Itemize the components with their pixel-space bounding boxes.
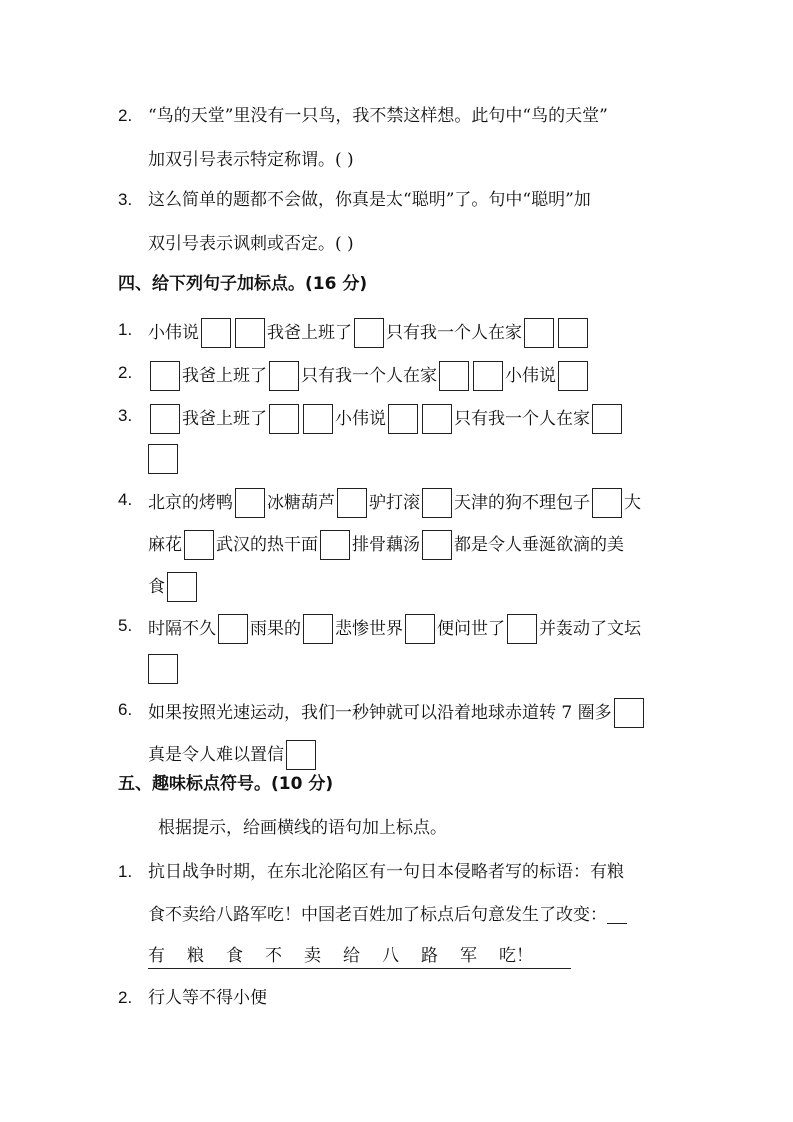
answer-box[interactable] xyxy=(303,404,333,434)
text-segment: 北京的烤鸭 xyxy=(148,493,233,513)
answer-box[interactable] xyxy=(354,318,384,348)
question-line xyxy=(148,614,641,644)
answer-char: 卖 xyxy=(304,946,321,966)
text-segment: 如果按照光速运动，我们一秒钟就可以沿着地球赤道转 7 圈多 xyxy=(148,703,612,723)
answer-box[interactable] xyxy=(405,614,435,644)
answer-box[interactable] xyxy=(269,361,299,391)
question-line xyxy=(148,444,180,474)
answer-box[interactable] xyxy=(524,318,554,348)
answer-box[interactable] xyxy=(592,404,622,434)
answer-box[interactable] xyxy=(388,404,418,434)
text-segment: 并轰动了文坛 xyxy=(539,619,641,639)
text-segment: 只有我一个人在家 xyxy=(386,323,522,343)
text-segment: 只有我一个人在家 xyxy=(301,366,437,386)
text-segment: 只有我一个人在家 xyxy=(454,409,590,429)
answer-box[interactable] xyxy=(439,361,469,391)
text-segment: 便问世了 xyxy=(437,619,505,639)
question-number: 6. xyxy=(118,700,133,719)
question-number: 2. xyxy=(118,988,133,1007)
question-line xyxy=(148,572,199,602)
question-text: 食不卖给八路军吃！中国老百姓加了标点后句意发生了改变： xyxy=(148,905,607,925)
answer-box[interactable] xyxy=(320,530,350,560)
question-line xyxy=(148,903,627,927)
question-text: “鸟的天堂”里没有一只鸟，我不禁这样想。此句中“鸟的天堂” xyxy=(148,106,608,126)
answer-box[interactable] xyxy=(150,361,180,391)
answer-char: 军 xyxy=(460,946,477,966)
answer-box[interactable] xyxy=(167,572,197,602)
instruction-text: 根据提示，给画横线的语句加上标点。 xyxy=(158,818,447,838)
text-segment: 小伟说 xyxy=(505,366,556,386)
answer-box[interactable] xyxy=(184,530,214,560)
answer-box[interactable] xyxy=(558,318,588,348)
text-segment: 真是令人难以置信 xyxy=(148,745,284,765)
answer-char: 有 xyxy=(148,946,165,966)
answer-box[interactable] xyxy=(269,404,299,434)
answer-box[interactable] xyxy=(592,488,622,518)
question-line xyxy=(148,318,590,348)
answer-box[interactable] xyxy=(201,318,231,348)
text-segment: 天津的狗不理包子 xyxy=(454,493,590,513)
question-number: 1. xyxy=(118,320,133,339)
text-segment: 时隔不久 xyxy=(148,619,216,639)
text-segment: 麻花 xyxy=(148,535,182,555)
question-number: 3. xyxy=(118,190,133,209)
underlined-answer-line xyxy=(148,944,571,969)
question-text: 行人等不得小便 xyxy=(148,988,267,1008)
question-line xyxy=(148,361,590,391)
answer-box[interactable] xyxy=(218,614,248,644)
answer-box[interactable] xyxy=(286,740,316,770)
answer-box[interactable] xyxy=(473,361,503,391)
text-segment: 大 xyxy=(624,493,641,513)
question-line xyxy=(148,488,641,518)
answer-box[interactable] xyxy=(507,614,537,644)
answer-char: 给 xyxy=(343,946,360,966)
question-line xyxy=(148,698,646,728)
answer-box[interactable] xyxy=(148,444,178,474)
question-line xyxy=(148,740,318,770)
question-number: 2. xyxy=(118,106,133,125)
answer-char: 不 xyxy=(265,946,282,966)
answer-char: 路 xyxy=(421,946,438,966)
answer-box[interactable] xyxy=(614,698,644,728)
text-segment: 我爸上班了 xyxy=(182,409,267,429)
text-segment: 雨果的 xyxy=(250,619,301,639)
underline-blank[interactable] xyxy=(607,903,627,924)
answer-char: 八 xyxy=(382,946,399,966)
question-text: 双引号表示讽刺或否定。( ) xyxy=(148,234,354,254)
question-number: 3. xyxy=(118,406,133,425)
text-segment: 驴打滚 xyxy=(369,493,420,513)
question-line xyxy=(148,404,624,434)
answer-box[interactable] xyxy=(558,361,588,391)
question-number: 5. xyxy=(118,616,133,635)
answer-box[interactable] xyxy=(422,530,452,560)
answer-box[interactable] xyxy=(422,488,452,518)
underlined-sentence[interactable] xyxy=(148,944,571,969)
text-segment: 悲惨世界 xyxy=(335,619,403,639)
text-segment: 都是令人垂涎欲滴的美 xyxy=(454,535,624,555)
answer-box[interactable] xyxy=(148,654,178,684)
question-number: 2. xyxy=(118,363,133,382)
question-text: 抗日战争时期，在东北沦陷区有一句日本侵略者写的标语：有粮 xyxy=(148,862,624,882)
answer-box[interactable] xyxy=(150,404,180,434)
text-segment: 小伟说 xyxy=(335,409,386,429)
answer-char: 食 xyxy=(226,946,243,966)
question-text: 加双引号表示特定称谓。( ) xyxy=(148,150,354,170)
text-segment: 冰糖葫芦 xyxy=(267,493,335,513)
text-segment: 食 xyxy=(148,577,165,597)
text-segment: 小伟说 xyxy=(148,323,199,343)
answer-box[interactable] xyxy=(303,614,333,644)
answer-char: 粮 xyxy=(187,946,204,966)
answer-box[interactable] xyxy=(235,318,265,348)
answer-box[interactable] xyxy=(235,488,265,518)
question-line xyxy=(148,530,624,560)
text-segment: 武汉的热干面 xyxy=(216,535,318,555)
text-segment: 排骨藕汤 xyxy=(352,535,420,555)
question-number: 1. xyxy=(118,862,133,881)
text-segment: 我爸上班了 xyxy=(182,366,267,386)
answer-box[interactable] xyxy=(422,404,452,434)
question-number: 4. xyxy=(118,490,133,509)
text-segment: 我爸上班了 xyxy=(267,323,352,343)
question-line xyxy=(148,654,180,684)
section-title: 五、趣味标点符号。(10 分) xyxy=(118,774,334,794)
question-text: 这么简单的题都不会做，你真是太“聪明”了。句中“聪明”加 xyxy=(148,190,591,210)
answer-char: 吃！ xyxy=(499,946,533,966)
answer-box[interactable] xyxy=(337,488,367,518)
section-title: 四、给下列句子加标点。(16 分) xyxy=(118,274,368,294)
